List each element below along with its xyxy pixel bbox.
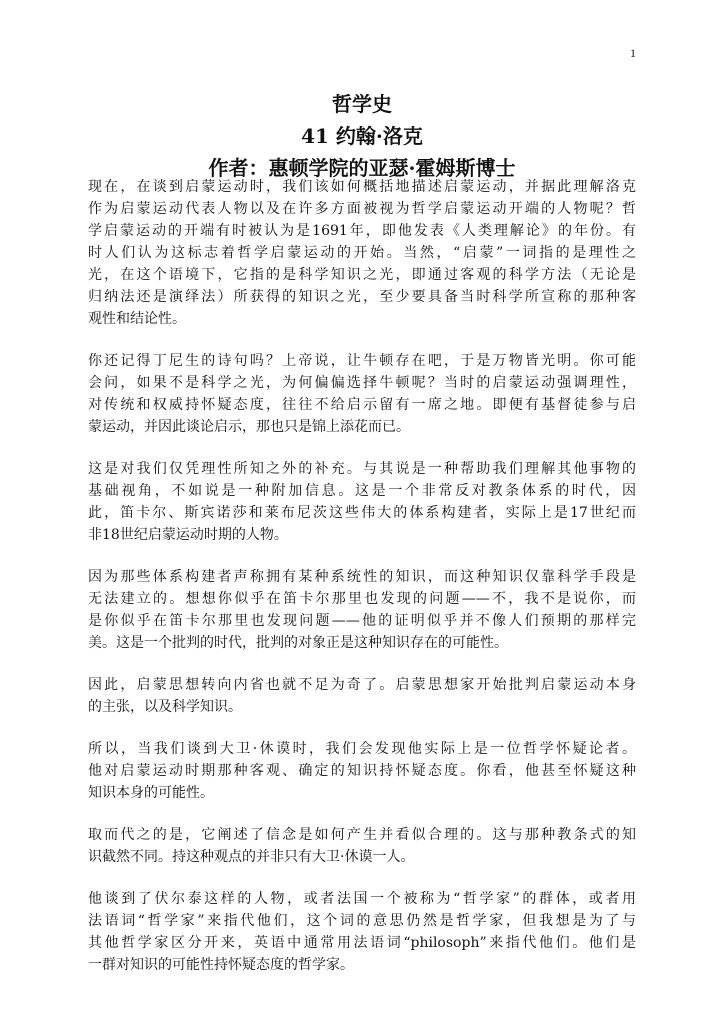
page-number: 1 <box>630 46 636 60</box>
paragraph <box>88 888 636 976</box>
text-line: 其他哲学家区分开来，英语中通常用法语词“philosoph”来指代他们。他们是 <box>88 935 636 951</box>
document-header <box>0 88 724 184</box>
text-line: 他对启蒙运动时期那种客观、确定的知识持怀疑态度。你看，他甚至怀疑这种 <box>88 763 636 779</box>
text-line: 因此，启蒙思想转向内省也就不足为奇了。启蒙思想家开始批判启蒙运动本身 <box>88 677 636 693</box>
text-line: 美。这是一个批判的时代，批判的对象正是这种知识存在的可能性。 <box>88 635 508 651</box>
text-line: 的主张，以及科学知识。 <box>88 699 242 715</box>
document-body <box>88 176 636 996</box>
text-line: 他谈到了伏尔泰这样的人物，或者法国一个被称为“哲学家”的群体，或者用 <box>88 891 636 907</box>
text-line: 因为那些体系构建者声称拥有某种系统性的知识，而这种知识仅靠科学手段是 <box>88 569 636 585</box>
lecture-subtitle: 41 约翰·洛克 <box>301 124 423 148</box>
text-line: 一群对知识的可能性持怀疑态度的哲学家。 <box>88 957 354 973</box>
text-line: 现在，在谈到启蒙运动时，我们该如何概括地描述启蒙运动，并据此理解洛克 <box>88 179 636 195</box>
text-line: 作为启蒙运动代表人物以及在许多方面被视为哲学启蒙运动开端的人物呢？哲 <box>88 201 636 217</box>
text-line: 观性和结论性。 <box>88 311 186 327</box>
text-line: 蒙运动，并因此谈论启示，那也只是锦上添花而已。 <box>88 419 410 435</box>
paragraph <box>88 458 636 546</box>
text-line: 无法建立的。想想你似乎在笛卡尔那里也发现的问题——不，我不是说你，而 <box>88 591 636 607</box>
text-line: 这是对我们仅凭理性所知之外的补充。与其说是一种帮助我们理解其他事物的 <box>88 461 636 477</box>
text-line: 你还记得丁尼生的诗句吗？上帝说，让牛顿存在吧，于是万物皆光明。你可能 <box>88 353 636 369</box>
paragraph <box>88 824 636 868</box>
author-line: 作者：惠顿学院的亚瑟·霍姆斯博士 <box>208 156 516 180</box>
text-line: 基础视角，不如说是一种附加信息。这是一个非常反对教条体系的时代，因 <box>88 483 636 499</box>
text-line: 是你似乎在笛卡尔那里也发现问题——他的证明似乎并不像人们预期的那样完 <box>88 613 636 629</box>
paragraph <box>88 566 636 654</box>
text-line: 学启蒙运动的开端有时被认为是1691年，即他发表《人类理解论》的年份。有 <box>88 223 636 239</box>
text-line: 时人们认为这标志着哲学启蒙运动的开始。当然，“启蒙”一词指的是理性之 <box>88 245 636 261</box>
text-line: 取而代之的是，它阐述了信念是如何产生并看似合理的。这与那种教条式的知 <box>88 827 636 843</box>
text-line: 会问，如果不是科学之光，为何偏偏选择牛顿呢？当时的启蒙运动强调理性， <box>88 375 636 391</box>
text-line: 所以，当我们谈到大卫·休谟时，我们会发现他实际上是一位哲学怀疑论者。 <box>88 741 636 757</box>
document-title: 哲学史 <box>332 92 392 116</box>
paragraph <box>88 176 636 330</box>
paragraph <box>88 738 636 804</box>
text-line: 光，在这个语境下，它指的是科学知识之光，即通过客观的科学方法（无论是 <box>88 267 636 283</box>
text-line: 归纳法还是演绎法）所获得的知识之光，至少要具备当时科学所宣称的那种客 <box>88 289 636 305</box>
text-line: 知识本身的可能性。 <box>88 785 214 801</box>
text-line: 此，笛卡尔、斯宾诺莎和莱布尼茨这些伟大的体系构建者，实际上是17世纪而 <box>88 505 636 521</box>
text-line: 非18世纪启蒙运动时期的人物。 <box>88 527 288 543</box>
text-line: 法语词“哲学家”来指代他们，这个词的意思仍然是哲学家，但我想是为了与 <box>88 913 636 929</box>
paragraph <box>88 350 636 438</box>
text-line: 识截然不同。持这种观点的并非只有大卫·休谟一人。 <box>88 849 415 865</box>
paragraph <box>88 674 636 718</box>
text-line: 对传统和权威持怀疑态度，往往不给启示留有一席之地。即便有基督徒参与启 <box>88 397 636 413</box>
